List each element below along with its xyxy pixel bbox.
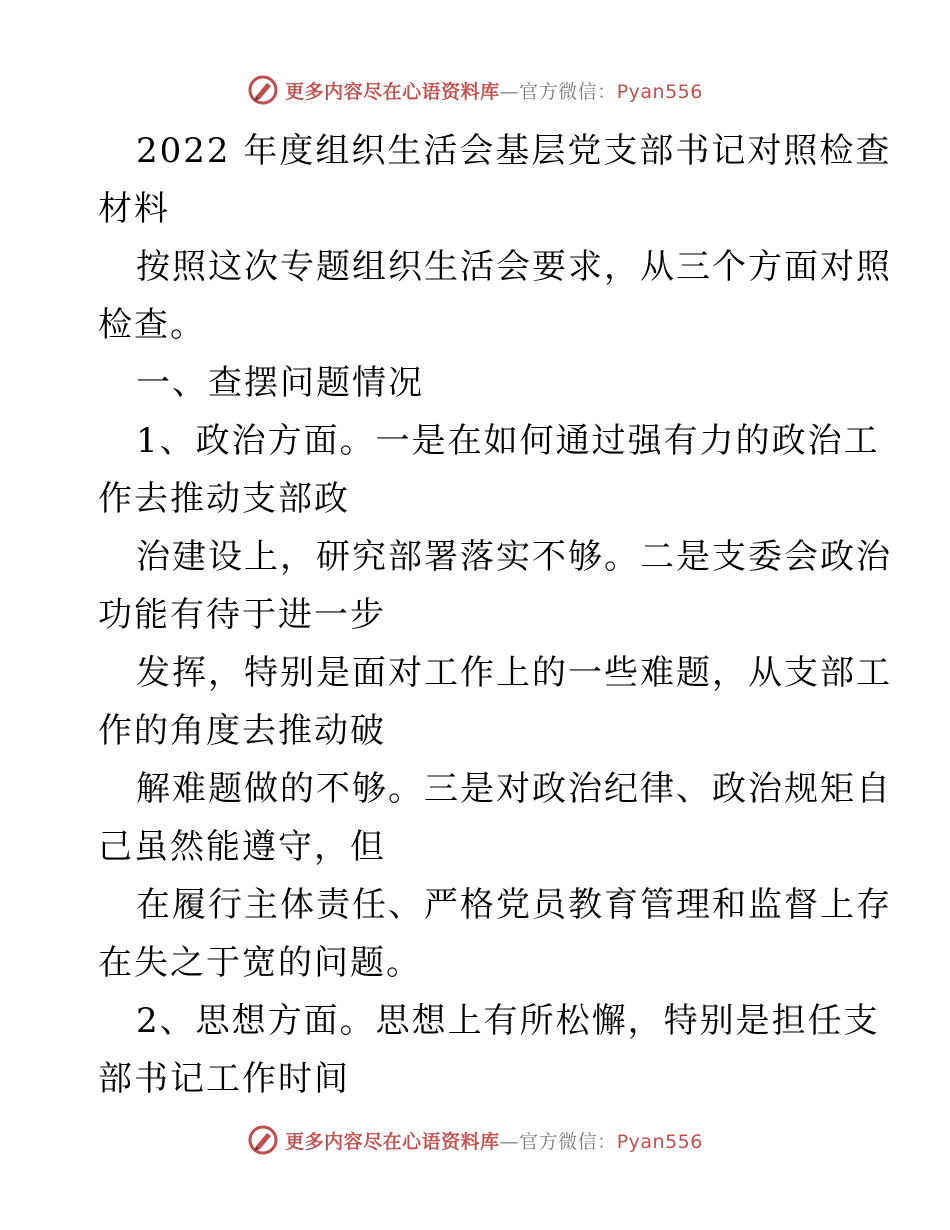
paragraph-line: 作的角度去推动破 (98, 711, 386, 751)
watermark (247, 1124, 703, 1156)
section-heading: 一、查摆问题情况 (136, 363, 424, 403)
paragraph-line: 治建设上，研究部署落实不够。二是支委会政治 (136, 537, 892, 577)
paragraph-line: 1、政治方面。一是在如何通过强有力的政治工 (136, 421, 880, 461)
paragraph-line: 2、思想方面。思想上有所松懈，特别是担任支 (136, 1001, 880, 1041)
watermark-brand: 更多内容尽在心语资料库 (285, 80, 500, 103)
pen-logo-icon (247, 1124, 279, 1156)
title-line-2: 材料 (98, 189, 170, 229)
paragraph-line: 按照这次专题组织生活会要求，从三个方面对照 (136, 247, 892, 287)
paragraph-line: 检查。 (98, 305, 206, 345)
watermark-brand: 更多内容尽在心语资料库 (285, 1130, 500, 1153)
paragraph-line: 在失之于宽的问题。 (98, 943, 422, 983)
document-body (98, 122, 892, 1108)
watermark-account: Pyan556 (616, 1130, 703, 1153)
paragraph-line: 发挥，特别是面对工作上的一些难题，从支部工 (136, 653, 892, 693)
watermark-dash: — (499, 80, 520, 103)
paragraph-line: 功能有待于进一步 (98, 595, 386, 635)
pen-logo-icon (247, 74, 279, 106)
paragraph-line: 解难题做的不够。三是对政治纪律、政治规矩自 (136, 769, 892, 809)
title-line-1: 2022 年度组织生活会基层党支部书记对照检查 (136, 131, 892, 171)
paragraph-line: 己虽然能遵守，但 (98, 827, 386, 867)
paragraph-line: 作去推动支部政 (98, 479, 350, 519)
watermark-label: 官方微信： (519, 80, 617, 103)
page-footer-watermark (0, 1120, 950, 1160)
watermark-text (285, 77, 703, 104)
watermark-text (285, 1127, 703, 1154)
paragraph-line: 在履行主体责任、严格党员教育管理和监督上存 (136, 885, 892, 925)
page-header-watermark (0, 70, 950, 110)
paragraph-line: 部书记工作时间 (98, 1059, 350, 1099)
watermark-dash: — (499, 1130, 520, 1153)
watermark (247, 74, 703, 106)
watermark-account: Pyan556 (616, 80, 703, 103)
watermark-label: 官方微信： (519, 1130, 617, 1153)
